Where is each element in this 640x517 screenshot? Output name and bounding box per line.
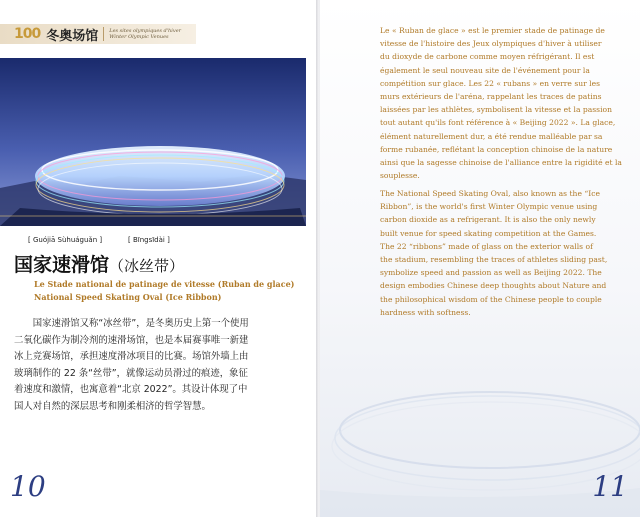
- venue-title-en: National Speed Skating Oval (Ice Ribbon): [34, 292, 222, 302]
- description-en-line: The National Speed Skating Oval, also known as the “Ice: [380, 189, 600, 198]
- description-fr-line: murs extérieurs de l'aréna, rappelant les traces de patins: [380, 92, 602, 102]
- section-subtitle: [109, 28, 181, 40]
- description-fr-line: tout autant qu'ils font référence à « Beijing 2022 ». La glace,: [380, 118, 616, 128]
- section-subtitle-fr: Les sites olympiques d'hiver: [109, 28, 182, 34]
- description-en-line: Ribbon”, is the world's first Winter Olympic venue using: [380, 202, 598, 212]
- page-number-left: 10: [10, 470, 46, 503]
- description-en-line: the philosophical wisdom of the Chinese people to couple: [380, 294, 602, 304]
- description-cn-line: 二氧化碳作为制冷剂的速滑场馆，也是本届赛事唯一新建: [14, 334, 249, 346]
- description-fr: [380, 24, 630, 182]
- description-en-line: The 22 “ribbons” made of glass on the exterior walls of: [380, 241, 593, 251]
- header-divider: [103, 27, 104, 41]
- description-en-line: the stadium, resembling the traces of athletes sliding past,: [380, 255, 608, 265]
- pinyin-caption-nickname: [ Bīngsīdài ]: [128, 236, 170, 244]
- description-fr-line: Le « Ruban de glace » est le premier stade de patinage de: [380, 26, 605, 35]
- right-page: [320, 0, 640, 517]
- venue-title-cn: [14, 250, 184, 277]
- section-title-cn: 冬奥场馆: [46, 28, 99, 44]
- section-header: [0, 24, 196, 44]
- venue-title-fr: Le Stade national de patinage de vitesse (Ruban de glace): [34, 279, 295, 289]
- description-en-line: design embodies Chinese deep thoughts about Nature and: [380, 281, 607, 291]
- description-en-line: built venue for speed skating competition at the Games.: [380, 228, 597, 238]
- description-fr-line: souplesse.: [380, 171, 420, 181]
- description-fr-line: compétition sur glace. Les 22 « rubans » en verre sur les: [380, 78, 600, 88]
- description-cn-line: 国家速滑馆又称“冰丝带”，是冬奥历史上第一个使用: [32, 318, 249, 329]
- description-cn-line: 玻璃制作的 22 条“丝带”，就像运动员滑过的痕迹，象征: [14, 367, 248, 379]
- description-cn-line: 国人对自然的深层思考和刚柔相济的哲学智慧。: [14, 400, 211, 412]
- venue-photo: [0, 58, 306, 226]
- description-en: [380, 187, 630, 319]
- description-fr-line: du dioxyde de carbone comme moyen réfrigérant. Il est: [380, 52, 595, 62]
- description-cn-line: 着速度和激情，也寓意着“北京 2022”。其设计体现了中: [14, 384, 248, 395]
- description-en-line: hardness with softness.: [380, 307, 471, 317]
- page-number-right: 11: [592, 470, 628, 503]
- description-cn: [14, 316, 304, 415]
- left-page: [0, 0, 318, 517]
- venue-name-cn: 国家速滑馆: [14, 254, 110, 276]
- centenary-logo: 100: [14, 26, 41, 42]
- description-en-line: symbolize speed and passion as well as Beijing 2022. The: [380, 268, 602, 278]
- description-fr-line: également le seul nouveau site de l'événement pour la: [380, 65, 590, 75]
- description-fr-line: ainsi que la sagesse chinoise de l'alliance entre la rigidité et la: [380, 158, 622, 168]
- description-cn-line: 冰上竞赛场馆，承担速度滑冰项目的比赛。场馆外墙上由: [14, 351, 249, 362]
- description-fr-line: forme rubanée, reflétant la conception chinoise de la nature: [380, 144, 613, 154]
- venue-nickname-cn: （冰丝带）: [109, 257, 185, 275]
- description-fr-line: laissées par les athlètes, symbolisent la vitesse et la passion: [380, 105, 612, 115]
- pinyin-caption-venue: [ Guójiā Sùhuáguǎn ]: [28, 236, 103, 244]
- description-fr-line: vitesse de l'histoire des Jeux olympiques d'hiver à utiliser: [380, 39, 602, 49]
- description-en-line: carbon dioxide as a refrigerant. It is also the only newly: [380, 215, 596, 225]
- description-fr-line: élément naturellement dur, a été rendue malléable par sa: [380, 131, 603, 141]
- section-subtitle-en: Winter Olympic Venues: [109, 34, 169, 40]
